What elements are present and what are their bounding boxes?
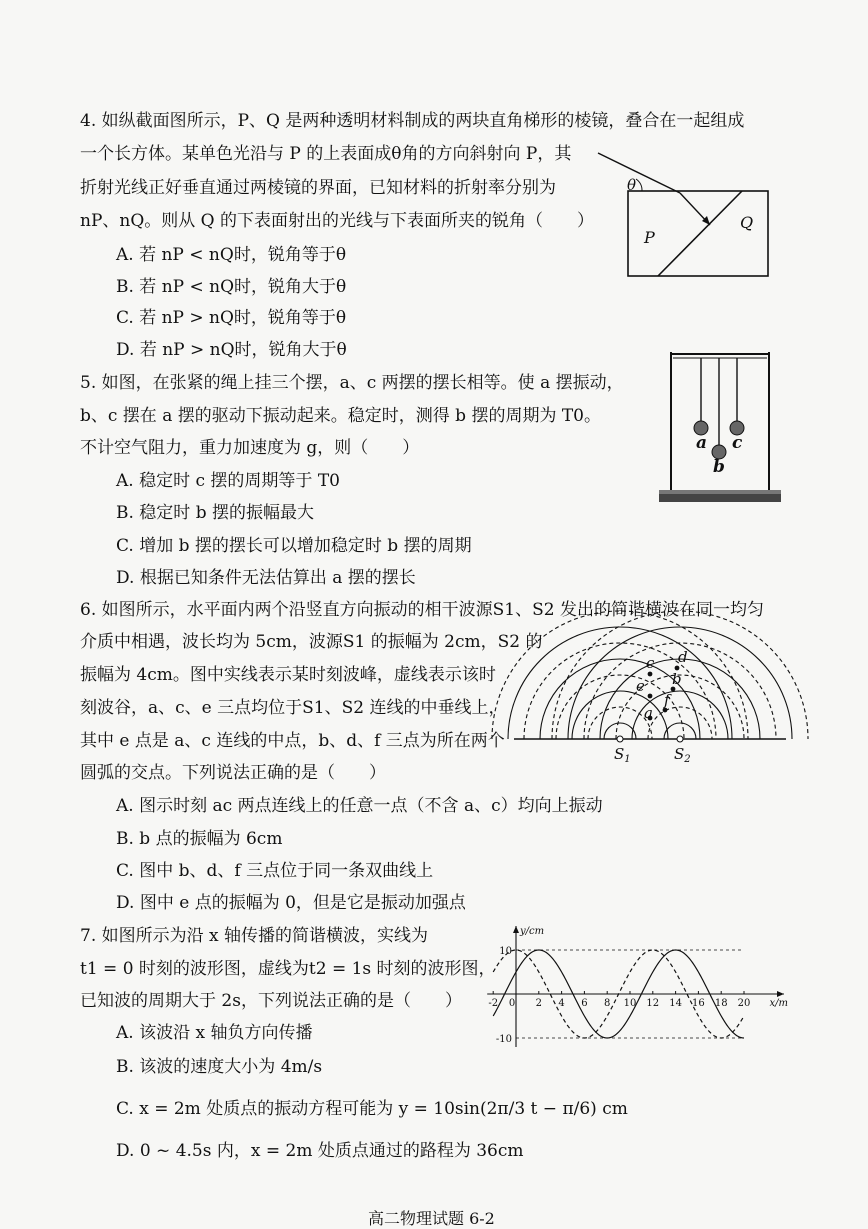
q6-stem-line-5: 其中 e 点是 a、c 连线的中点，b、d、f 三点为所在两个 (80, 731, 505, 751)
angle-label: θ (627, 176, 637, 194)
q4-option-a[interactable]: A. 若 nP < nQ时，锐角等于θ (116, 245, 347, 265)
q7-stem-line-1: 7. 如图所示为沿 x 轴传播的简谐横波，实线为 (80, 926, 429, 946)
q5-option-a[interactable]: A. 稳定时 c 摆的周期等于 T0 (116, 471, 340, 491)
s1-label: $S_1$ (614, 745, 631, 765)
q6-stem-line-3: 振幅为 4cm。图中实线表示某时刻波峰，虚线表示该时 (80, 665, 496, 685)
point-b-label: b (672, 670, 682, 688)
q4-stem-line-2: 一个长方体。某单色光沿与 P 的上表面成θ角的方向斜射向 P，其 (80, 144, 572, 164)
q6-option-b[interactable]: B. b 点的振幅为 6cm (116, 829, 283, 849)
q5-option-c[interactable]: C. 增加 b 摆的摆长可以增加稳定时 b 摆的周期 (116, 536, 472, 556)
pendulum-a-label: a (696, 433, 708, 453)
point-e-dot (648, 694, 653, 699)
y-tick-label: -10 (495, 1034, 512, 1045)
x-tick-label: 4 (558, 998, 565, 1009)
q6-option-a[interactable]: A. 图示时刻 ac 两点连线上的任意一点（不含 a、c）均向上振动 (116, 796, 603, 816)
point-f-label: f (664, 691, 670, 709)
q5-pendulum-figure (655, 342, 785, 510)
x-tick-label: 14 (669, 998, 682, 1009)
q4-option-d[interactable]: D. 若 nP > nQ时，锐角大于θ (116, 340, 347, 360)
x-tick-label: 16 (692, 998, 705, 1009)
source-s1 (617, 736, 623, 742)
q7-option-c[interactable]: C. x = 2m 处质点的振动方程可能为 y = 10sin(2π/3 t − π/6) cm (116, 1099, 628, 1119)
pendulum-c-label: c (732, 433, 743, 453)
q4-option-c[interactable]: C. 若 nP > nQ时，锐角等于θ (116, 308, 347, 328)
q5-stem-line-2: b、c 摆在 a 摆的驱动下振动起来。稳定时，测得 b 摆的周期为 T0。 (80, 406, 601, 426)
prism-q-label: Q (740, 213, 754, 232)
x-tick-label: -2 (488, 998, 499, 1009)
pendulum-b-label: b (713, 457, 725, 477)
q7-stem-line-2: t1 = 0 时刻的波形图，虚线为t2 = 1s 时刻的波形图， (80, 959, 496, 979)
x-tick-label: 8 (604, 998, 611, 1009)
x-tick-label: 10 (623, 998, 637, 1009)
q6-option-d[interactable]: D. 图中 e 点的振幅为 0，但是它是振动加强点 (116, 893, 466, 913)
point-a-label: a (644, 704, 653, 722)
x-tick-label: 2 (535, 998, 542, 1009)
x-axis-label: x/m (769, 998, 788, 1009)
y-tick-label: 10 (499, 946, 512, 957)
q6-option-c[interactable]: C. 图中 b、d、f 三点位于同一条双曲线上 (116, 861, 434, 881)
s2-label: $S_2$ (674, 745, 691, 765)
q6-stem-line-4: 刻波谷，a、c、e 三点均位于S1、S2 连线的中垂线上， (80, 698, 506, 718)
x-tick-label: 0 (508, 998, 516, 1009)
q7-option-b[interactable]: B. 该波的速度大小为 4m/s (116, 1057, 323, 1077)
q4-option-b[interactable]: B. 若 nP < nQ时，锐角大于θ (116, 277, 347, 297)
q5-stem-line-3: 不计空气阻力，重力加速度为 g，则（ ） (80, 438, 420, 458)
q7-wave-chart (480, 922, 788, 1052)
angle-arc (636, 179, 642, 191)
page-footer: 高二物理试题 6-2 (368, 1209, 495, 1228)
x-tick-label: 18 (714, 998, 728, 1009)
q5-option-b[interactable]: B. 稳定时 b 摆的振幅最大 (116, 503, 314, 523)
point-c-dot (648, 672, 653, 677)
incident-ray (598, 153, 680, 193)
y-axis-label: y/cm (520, 926, 545, 937)
x-tick-label: 20 (737, 998, 751, 1009)
q6-interference-figure (510, 632, 790, 772)
q4-prism-figure (590, 145, 780, 285)
q5-stem-line-1: 5. 如图，在张紧的绳上挂三个摆，a、c 两摆的摆长相等。使 a 摆振动， (80, 373, 624, 393)
point-c-label: c (646, 654, 655, 672)
x-tick-label: 12 (646, 998, 660, 1009)
q4-stem-line-1: 4. 如纵截面图所示，P、Q 是两种透明材料制成的两块直角梯形的棱镜，叠合在一起组成 (80, 111, 745, 131)
y-axis-arrow (513, 926, 519, 933)
q4-stem-line-4: nP、nQ。则从 Q 的下表面射出的光线与下表面所夹的锐角（ ） (80, 211, 595, 231)
q4-stem-line-3: 折射光线正好垂直通过两棱镜的界面，已知材料的折射率分别为 (80, 178, 556, 198)
q6-stem-line-2: 介质中相遇，波长均为 5cm，波源S1 的振幅为 2cm，S2 的 (80, 632, 543, 652)
x-tick-label: 6 (581, 998, 588, 1009)
prism-interface (658, 191, 742, 276)
q6-stem-line-6: 圆弧的交点。下列说法正确的是（ ） (80, 763, 386, 783)
point-d-label: d (678, 648, 688, 666)
x-axis-arrow (777, 991, 784, 997)
q7-option-a[interactable]: A. 该波沿 x 轴负方向传播 (116, 1023, 313, 1043)
point-e-label: e (636, 677, 645, 695)
q5-option-d[interactable]: D. 根据已知条件无法估算出 a 摆的摆长 (116, 568, 416, 588)
q7-option-d[interactable]: D. 0 ~ 4.5s 内，x = 2m 处质点通过的路程为 36cm (116, 1141, 524, 1161)
prism-p-label: P (644, 228, 655, 247)
q7-stem-line-3: 已知波的周期大于 2s，下列说法正确的是（ ） (80, 991, 462, 1011)
q6-stem-line-1: 6. 如图所示，水平面内两个沿竖直方向振动的相干波源S1、S2 发出的简谐横波在同一均匀 (80, 600, 764, 620)
source-s2 (677, 736, 683, 742)
